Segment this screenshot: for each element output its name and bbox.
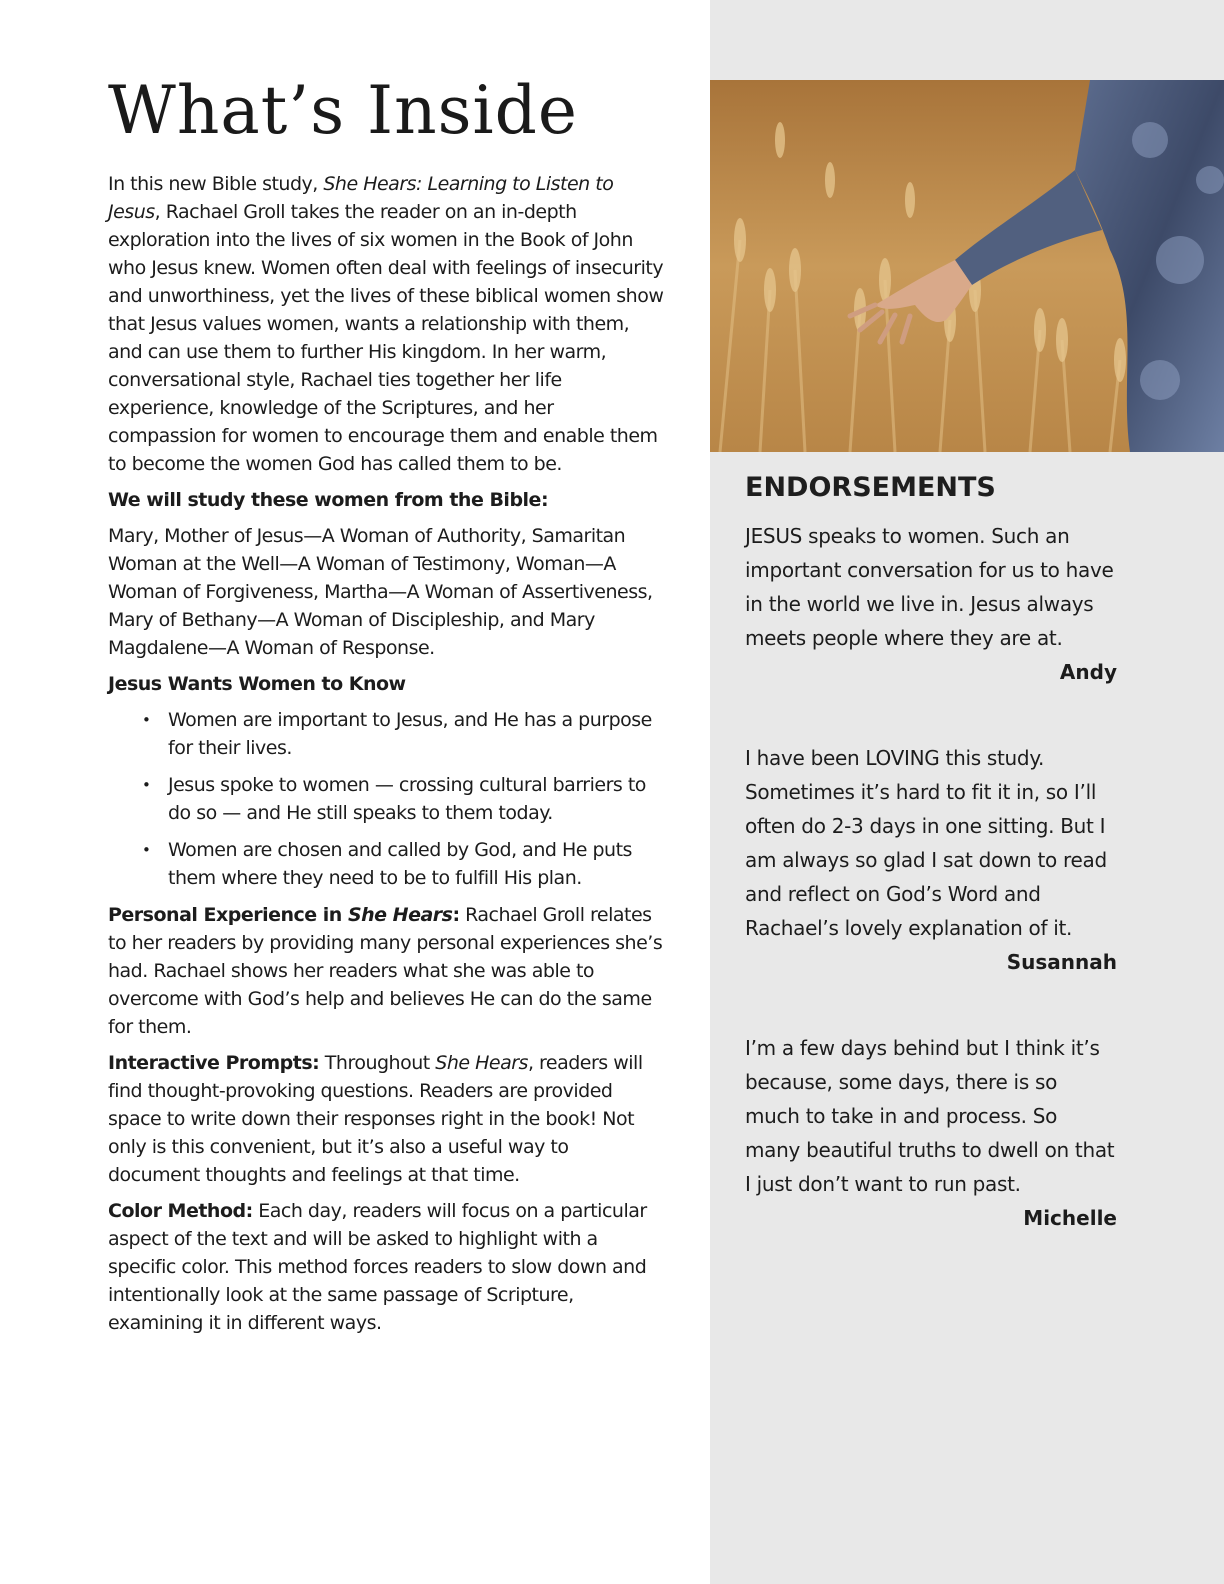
endorsement-author: Andy xyxy=(1059,660,1117,684)
women-heading: We will study these women from the Bible: xyxy=(108,489,549,511)
color-method-paragraph: Color Method: Each day, readers will focus on a particular aspect of the text and will be asked to highlight with a specific color. This method forces readers to slow down and intentionally look at the same passage of Scripture, examining it in different ways. xyxy=(108,1200,647,1334)
list-item: • Women are important to Jesus, and He has a purpose for their lives. xyxy=(168,706,664,762)
know-bullet-list xyxy=(108,706,664,892)
endorsement-panel xyxy=(710,0,1224,1584)
interactive-prompts-paragraph: Interactive Prompts: Throughout She Hears, readers will find thought-provoking questions. Readers are provided space to write down their responses right in the book! Not only is this convenient, but it’s also a useful way to document thoughts and feelings at that time. xyxy=(108,1052,643,1186)
page-title: What’s Inside xyxy=(108,72,578,149)
book-title: She Hears: Learning to Listen to Jesus xyxy=(108,173,614,223)
main-column xyxy=(108,72,664,1345)
know-heading: Jesus Wants Women to Know xyxy=(108,673,406,695)
endorsement-author: Michelle xyxy=(1023,1206,1117,1230)
personal-experience-paragraph: Personal Experience in She Hears: Rachael Groll relates to her readers by providing many personal experiences she’s had. Rachael shows her readers what she was able to overcome with God’s help and believes He can do the same for them. xyxy=(108,904,663,1038)
women-list-paragraph: Mary, Mother of Jesus—A Woman of Authority, Samaritan Woman at the Well—A Woman of Testimony, Woman—A Woman of Forgiveness, Martha—A Woman of Assertiveness, Mary of Bethany—A Woman of Discipleship, and Mary Magdalene—A Woman of Response. xyxy=(108,525,653,659)
endorsement-quote: I’m a few days behind but I think it’s because, some days, there is so much to take in and process. So many beautiful truths to dwell on that I just don’t want to run past. xyxy=(745,1036,1115,1196)
wheat-field-photo xyxy=(710,80,1224,452)
endorsements-section xyxy=(745,472,1117,1287)
endorsement-author: Susannah xyxy=(1006,950,1117,974)
list-item: • Jesus spoke to women — crossing cultural barriers to do so — and He still speaks to them today. xyxy=(168,771,664,827)
list-item: • Women are chosen and called by God, and He puts them where they need to be to fulfill His plan. xyxy=(168,836,664,892)
endorsement-quote: I have been LOVING this study. Sometimes it’s hard to fit it in, so I’ll often do 2-3 days in one sitting. But I am always so glad I sat down to read and reflect on God’s Word and Rachael’s lovely explanation of it. xyxy=(745,746,1107,940)
intro-paragraph: In this new Bible study, She Hears: Learning to Listen to Jesus, Rachael Groll takes the reader on an in-depth exploration into the lives of six women in the Book of John who Jesus knew. Women often deal with feelings of insecurity and unworthiness, yet the lives of these biblical women show that Jesus values women, wants a relationship with them, and can use them to further His kingdom. In her warm, conversational style, Rachael ties together her life experience, knowledge of the Scriptures, and her compassion for women to encourage them and enable them to become the women God has called them to be. xyxy=(108,173,664,475)
endorsements-heading: ENDORSEMENTS xyxy=(745,472,996,503)
endorsement-quote: JESUS speaks to women. Such an important conversation for us to have in the world we live in. Jesus always meets people where they are at. xyxy=(745,524,1114,650)
